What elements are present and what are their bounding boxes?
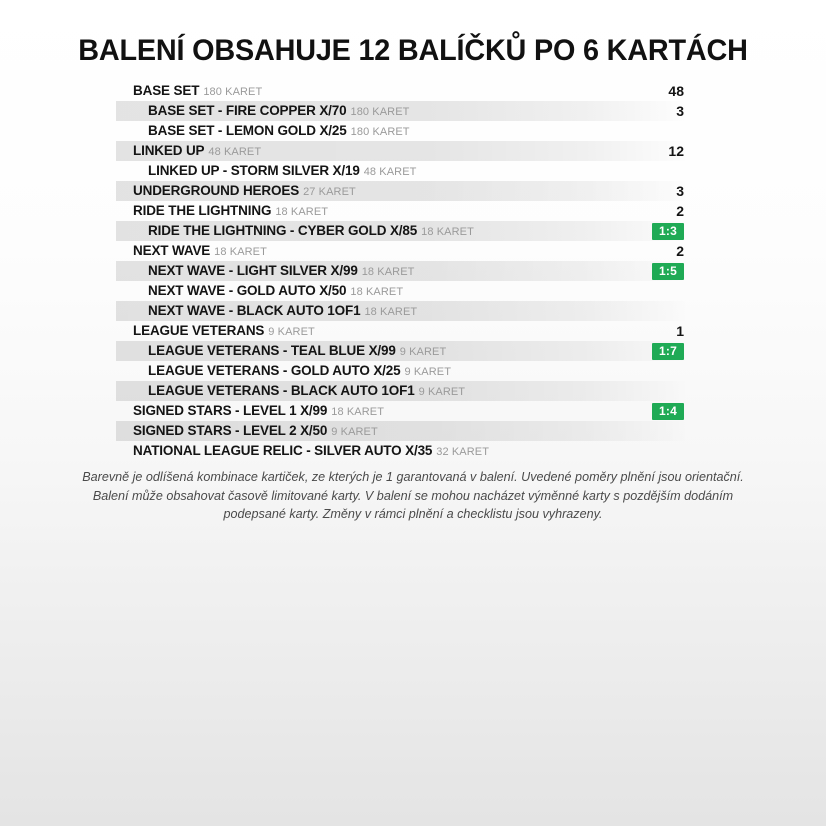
- count-value: 3: [676, 183, 684, 199]
- card-name: NEXT WAVE - BLACK AUTO 1OF1: [148, 302, 361, 318]
- row-value: [610, 263, 688, 280]
- card-name: NATIONAL LEAGUE RELIC - SILVER AUTO X/35: [133, 442, 433, 458]
- row-value: [610, 141, 688, 161]
- row-value: [610, 403, 688, 420]
- table-row: [116, 241, 688, 261]
- row-value: [610, 181, 688, 201]
- card-count: 9 KARET: [399, 345, 447, 358]
- ratio-badge: 1:5: [652, 263, 684, 280]
- table-row: [116, 381, 688, 401]
- card-label: [116, 421, 610, 442]
- card-count: 18 KARET: [275, 205, 329, 218]
- card-count: 9 KARET: [268, 325, 315, 338]
- table-row: [116, 181, 688, 201]
- card-label: [116, 221, 610, 242]
- card-label: [116, 401, 610, 422]
- card-name: LINKED UP: [133, 142, 205, 158]
- row-value: [610, 321, 688, 341]
- card-count: 9 KARET: [331, 425, 378, 438]
- ratio-badge: 1:3: [652, 223, 684, 240]
- card-name: BASE SET - FIRE COPPER X/70: [148, 102, 347, 118]
- card-label: [116, 141, 610, 162]
- card-label: [116, 121, 610, 142]
- card-count: 180 KARET: [350, 105, 410, 118]
- row-value: [610, 201, 688, 221]
- card-count: 9 KARET: [418, 385, 466, 398]
- table-row: [116, 361, 688, 381]
- card-label: [116, 381, 610, 402]
- card-label: [116, 361, 610, 382]
- table-row: [116, 101, 688, 121]
- card-name: LEAGUE VETERANS - GOLD AUTO X/25: [148, 362, 401, 378]
- card-label: [116, 161, 610, 182]
- page-title: BALENÍ OBSAHUJE 12 BALÍČKŮ PO 6 KARTÁCH: [78, 34, 748, 67]
- card-name: RIDE THE LIGHTNING - CYBER GOLD X/85: [148, 222, 418, 238]
- card-label: [116, 321, 610, 342]
- card-count: 48 KARET: [208, 145, 262, 158]
- count-value: 2: [676, 243, 684, 259]
- row-value: [610, 81, 688, 101]
- card-count: 18 KARET: [331, 405, 385, 418]
- card-count: 18 KARET: [421, 225, 474, 238]
- footnote-text: Barevně je odlíšená kombinace kartiček, ze kterých je 1 garantovaná v balení. Uvedené poměry plnění jsou orientační. Balení může obsahovat časově limitované karty. V balení se mohou nacházet výměnné karty s pozdějším dodáním podepsané karty. Změny v rámci plnění a checklistu jsou vyhrazeny.: [82, 470, 744, 521]
- card-count: 18 KARET: [361, 265, 415, 278]
- card-label: [116, 181, 610, 202]
- table-row: [116, 141, 688, 161]
- count-value: 2: [676, 203, 684, 219]
- card-count: 27 KARET: [303, 185, 356, 198]
- card-name: NEXT WAVE: [133, 242, 211, 258]
- card-count: 48 KARET: [363, 165, 417, 178]
- table-row: [116, 301, 688, 321]
- card-name: LEAGUE VETERANS - TEAL BLUE X/99: [148, 342, 396, 358]
- odds-table: [116, 81, 688, 461]
- table-row: [116, 321, 688, 341]
- row-value: [610, 223, 688, 240]
- row-value: [610, 241, 688, 261]
- card-count: 32 KARET: [436, 445, 490, 458]
- table-row: [116, 81, 688, 101]
- row-value: [610, 343, 688, 360]
- card-count: 180 KARET: [203, 85, 263, 98]
- card-label: [116, 201, 610, 222]
- card-count: 18 KARET: [364, 305, 418, 318]
- table-row: [116, 121, 688, 141]
- card-count: 18 KARET: [350, 285, 404, 298]
- card-name: SIGNED STARS - LEVEL 2 X/50: [133, 422, 328, 438]
- card-label: [116, 441, 610, 462]
- card-label: [116, 341, 610, 362]
- ratio-badge: 1:7: [652, 343, 684, 360]
- card-count: 9 KARET: [404, 365, 452, 378]
- card-name: SIGNED STARS - LEVEL 1 X/99: [133, 402, 328, 418]
- card-name: NEXT WAVE - LIGHT SILVER X/99: [148, 262, 358, 278]
- card-count: 180 KARET: [350, 125, 410, 138]
- card-label: [116, 261, 610, 282]
- card-name: BASE SET: [133, 82, 200, 98]
- count-value: 12: [668, 143, 684, 159]
- card-name: LINKED UP - STORM SILVER X/19: [148, 162, 360, 178]
- table-row: [116, 221, 688, 241]
- card-label: [116, 301, 610, 322]
- card-name: LEAGUE VETERANS - BLACK AUTO 1OF1: [148, 382, 415, 398]
- count-value: 3: [676, 103, 684, 119]
- table-row: [116, 441, 688, 461]
- count-value: 48: [668, 83, 684, 99]
- card-name: NEXT WAVE - GOLD AUTO X/50: [148, 282, 347, 298]
- card-label: [116, 101, 610, 122]
- card-name: BASE SET - LEMON GOLD X/25: [148, 122, 347, 138]
- card-name: UNDERGROUND HEROES: [133, 182, 300, 198]
- table-row: [116, 161, 688, 181]
- table-row: [116, 401, 688, 421]
- table-row: [116, 201, 688, 221]
- card-label: [116, 81, 610, 102]
- card-label: [116, 281, 610, 302]
- ratio-badge: 1:4: [652, 403, 684, 420]
- count-value: 1: [676, 323, 684, 339]
- table-row: [116, 261, 688, 281]
- card-label: [116, 241, 610, 262]
- table-row: [116, 421, 688, 441]
- card-count: 18 KARET: [214, 245, 267, 258]
- card-name: LEAGUE VETERANS: [133, 322, 265, 338]
- card-name: RIDE THE LIGHTNING: [133, 202, 272, 218]
- table-row: [116, 281, 688, 301]
- table-row: [116, 341, 688, 361]
- row-value: [610, 101, 688, 121]
